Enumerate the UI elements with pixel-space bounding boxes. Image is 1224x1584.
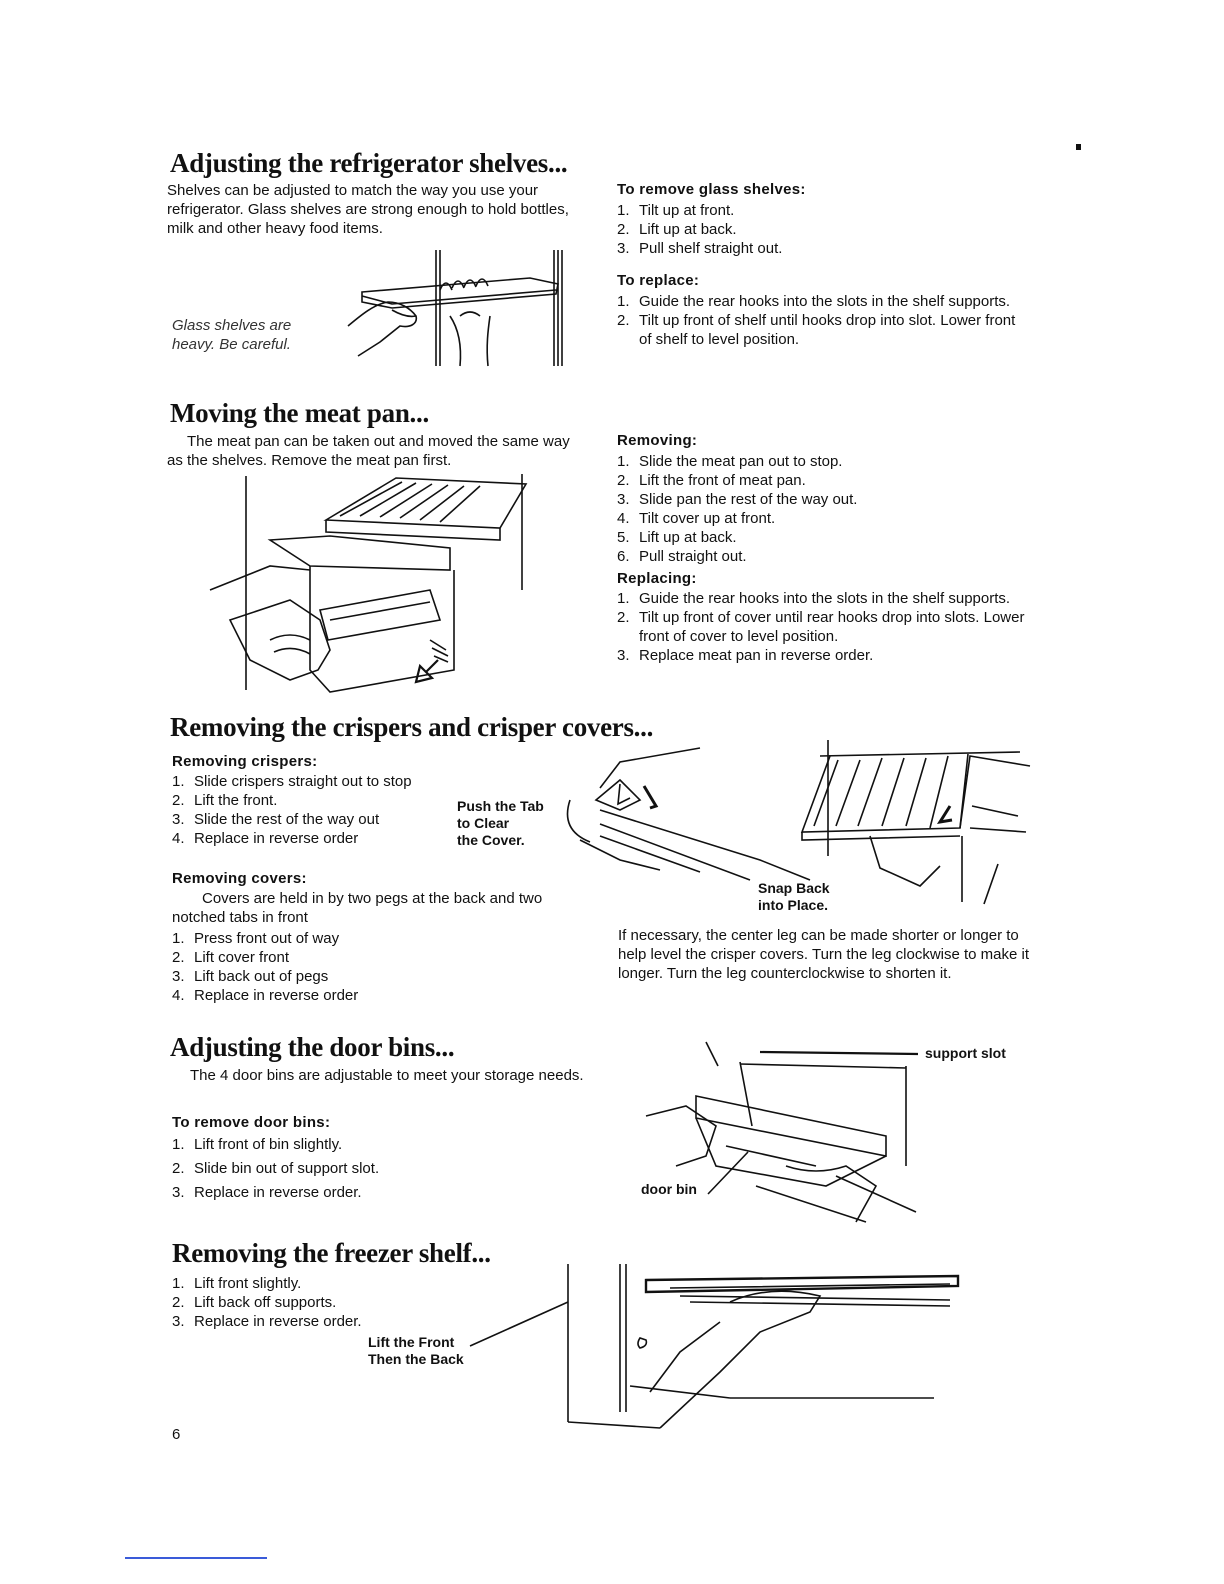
remove-glass-steps: [617, 201, 1027, 258]
removing-crispers-heading: Removing crispers:: [172, 753, 318, 770]
list-item: 3. Replace in reverse order.: [172, 1313, 362, 1330]
meat-pan-intro: The meat pan can be taken out and moved the same way as the shelves. Remove the meat pan first.: [167, 433, 570, 469]
list-item: 2. Tilt up front of shelf until hooks drop into slot. Lower front of shelf to level position.: [617, 312, 1016, 348]
list-item: 3. Slide pan the rest of the way out.: [617, 491, 858, 508]
replace-heading: To replace:: [617, 272, 700, 289]
meat-pan-title: Moving the meat pan...: [170, 398, 429, 428]
covers-intro: Covers are held in by two pegs at the back and two notched tabs in front: [172, 890, 543, 926]
meat-pan-illustration: [210, 470, 550, 696]
remove-door-bins-heading: To remove door bins:: [172, 1114, 331, 1131]
list-item: 3. Replace meat pan in reverse order.: [617, 647, 874, 664]
list-item: 2. Lift the front of meat pan.: [617, 472, 806, 489]
list-item: 1. Lift front of bin slightly.: [172, 1136, 343, 1153]
door-bins-intro: The 4 door bins are adjustable to meet your storage needs.: [190, 1067, 584, 1084]
list-item: 4. Tilt cover up at front.: [617, 510, 776, 527]
list-item: 2. Lift back off supports.: [172, 1294, 337, 1311]
door-bin-label: door bin: [641, 1181, 697, 1197]
meat-pan-replacing-steps: [617, 589, 1029, 665]
list-item: 3. Slide the rest of the way out: [172, 811, 380, 828]
list-item: 6. Pull straight out.: [617, 548, 747, 565]
freezer-title: Removing the freezer shelf...: [172, 1238, 491, 1268]
remove-glass-heading: To remove glass shelves:: [617, 181, 806, 198]
shelves-title: Adjusting the refrigerator shelves...: [170, 148, 568, 178]
lift-front-label: Lift the Front Then the Back: [368, 1334, 464, 1367]
shelves-caption: Glass shelves are heavy. Be careful.: [172, 317, 292, 353]
shelves-intro: Shelves can be adjusted to match the way you use your refrigerator. Glass shelves are strong enough to hold bottles, milk and other heavy food items.: [167, 182, 569, 237]
list-item: 3. Replace in reverse order.: [172, 1184, 362, 1201]
list-item: 5. Lift up at back.: [617, 529, 737, 546]
list-item: 2. Slide bin out of support slot.: [172, 1160, 380, 1177]
door-bins-steps: [172, 1133, 512, 1205]
replace-steps: [617, 292, 1029, 349]
list-item: 2. Tilt up front of cover until rear hooks drop into slots. Lower front of cover to level position.: [617, 609, 1025, 645]
push-tab-label: Push the Tab to Clear the Cover.: [457, 798, 544, 848]
freezer-shelf-illustration: [470, 1262, 960, 1428]
support-slot-label: support slot: [925, 1045, 1006, 1061]
list-item: 3. Pull shelf straight out.: [617, 240, 783, 257]
removing-covers-heading: Removing covers:: [172, 870, 307, 887]
list-item: 4. Replace in reverse order: [172, 830, 359, 847]
glass-shelf-illustration: [340, 246, 580, 370]
list-item: 4. Replace in reverse order: [172, 987, 359, 1004]
list-item: 1. Guide the rear hooks into the slots in the shelf supports.: [617, 590, 1011, 607]
crispers-covers-steps: [172, 929, 472, 1005]
removing-heading: Removing:: [617, 432, 698, 449]
meat-pan-removing-steps: [617, 452, 1029, 566]
leg-note: If necessary, the center leg can be made shorter or longer to help level the crisper covers. Turn the leg clockwise to make it longer. Turn the leg counterclockwise to shorten it.: [618, 927, 1030, 982]
crispers-title: Removing the crispers and crisper covers...: [170, 712, 654, 742]
door-bins-title: Adjusting the door bins...: [170, 1032, 455, 1062]
bottom-rule: [125, 1557, 267, 1559]
list-item: 1. Slide the meat pan out to stop.: [617, 453, 843, 470]
page-number: 6: [172, 1426, 181, 1443]
crispers-removing-steps: [172, 772, 462, 848]
list-item: 1. Guide the rear hooks into the slots in the shelf supports.: [617, 293, 1011, 310]
list-item: 1. Tilt up at front.: [617, 202, 735, 219]
crisper-tab-illustration: [560, 740, 820, 890]
freezer-steps: [172, 1274, 492, 1331]
list-item: 2. Lift up at back.: [617, 221, 737, 238]
list-item: 3. Lift back out of pegs: [172, 968, 329, 985]
list-item: 2. Lift the front.: [172, 792, 278, 809]
list-item: 1. Press front out of way: [172, 930, 340, 947]
list-item: 2. Lift cover front: [172, 949, 290, 966]
snap-back-label: Snap Back into Place.: [758, 880, 830, 913]
corner-mark: [1076, 144, 1081, 150]
list-item: 1. Lift front slightly.: [172, 1275, 302, 1292]
replacing-heading: Replacing:: [617, 570, 697, 587]
list-item: 1. Slide crispers straight out to stop: [172, 773, 412, 790]
